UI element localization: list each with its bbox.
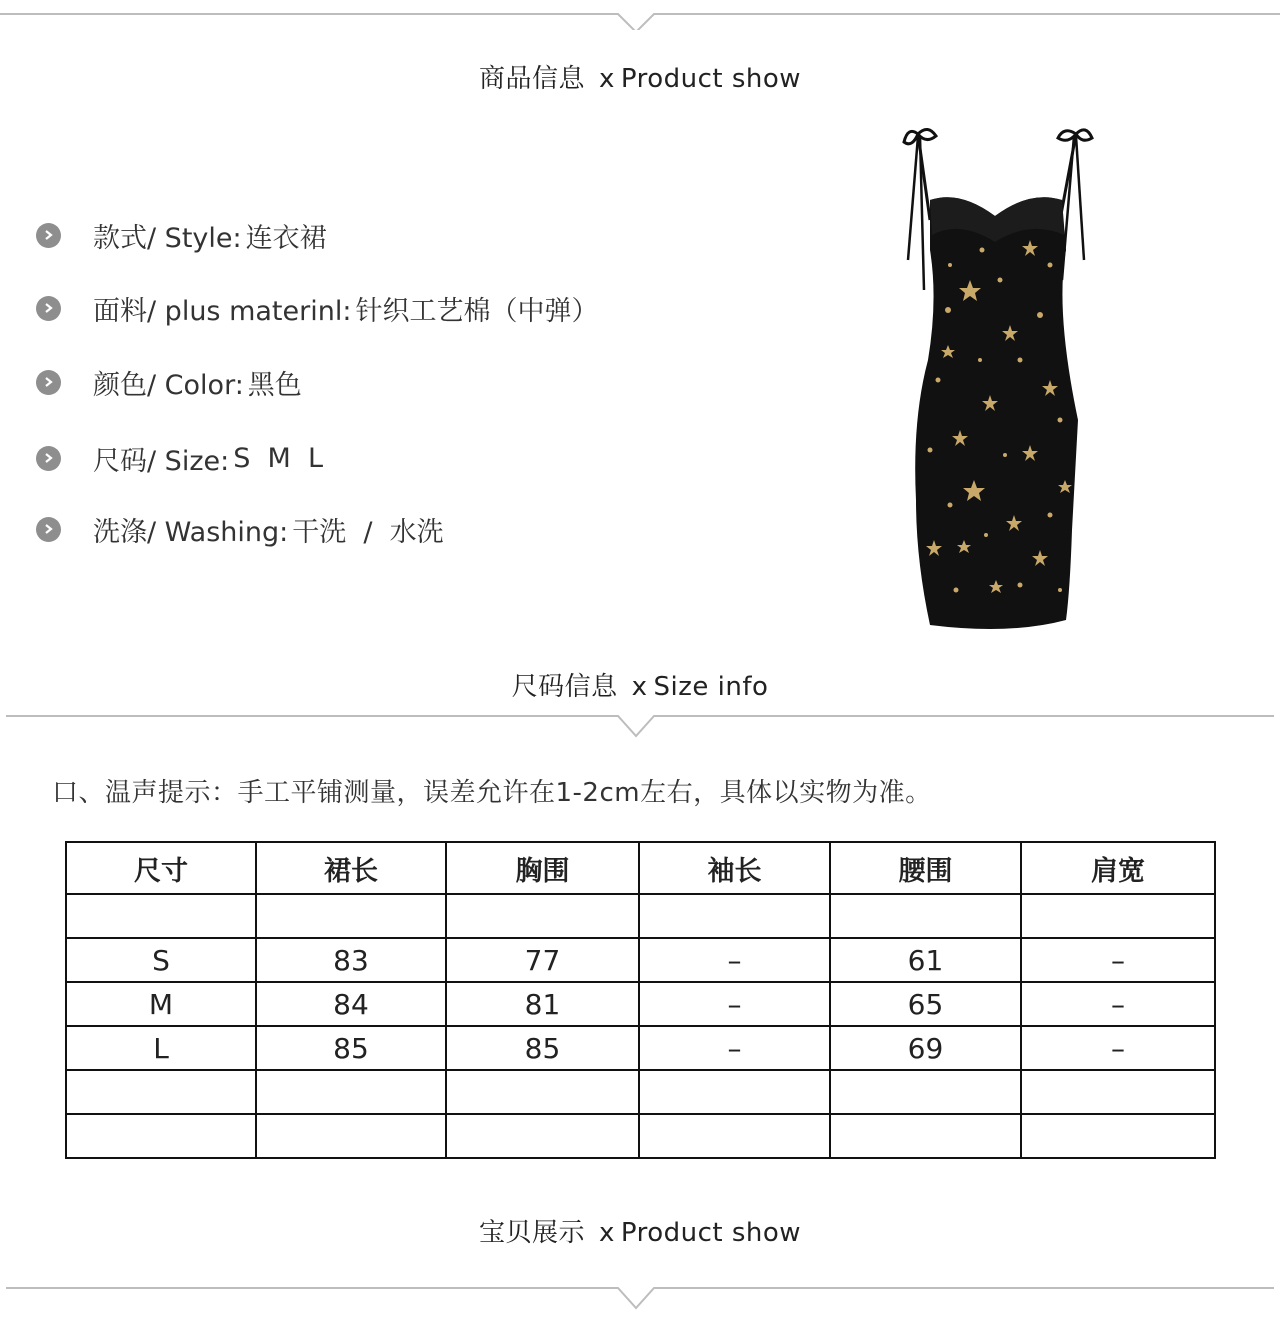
table-cell [256, 894, 446, 938]
table-cell: – [1021, 1026, 1215, 1070]
size-info-title-cn: 尺码信息 [511, 672, 618, 702]
table-cell [639, 1114, 830, 1158]
table-cell: S [66, 938, 256, 982]
table-cell: 81 [446, 982, 639, 1026]
table-header: 肩宽 [1021, 842, 1215, 894]
spec-row-material [36, 290, 598, 326]
table-cell: – [1021, 982, 1215, 1026]
spec-row-washing [36, 511, 444, 547]
table-cell [830, 894, 1021, 938]
chevron-right-icon [36, 517, 61, 542]
gallery-title-en: Product show [620, 1218, 802, 1248]
table-cell [446, 1114, 639, 1158]
table-cell: L [66, 1026, 256, 1070]
table-cell: M [66, 982, 256, 1026]
chevron-right-icon [36, 446, 61, 471]
table-cell [1021, 1070, 1215, 1114]
size-info-title-en: Size info [653, 672, 769, 702]
spec-label: 洗涤/ Washing: [93, 516, 289, 548]
table-row [66, 1114, 1215, 1158]
table-header: 腰围 [830, 842, 1021, 894]
size-info-title-x: x [631, 672, 648, 702]
spec-value: S M L [233, 442, 324, 474]
table-header: 胸围 [446, 842, 639, 894]
product-image-dress [890, 120, 1110, 640]
table-cell: 69 [830, 1026, 1021, 1070]
spec-value: 连衣裙 [245, 222, 327, 254]
table-row [66, 1026, 1215, 1070]
table-cell [830, 1070, 1021, 1114]
gallery-title-x: x [598, 1218, 615, 1248]
table-cell: 85 [256, 1026, 446, 1070]
table-cell [66, 1114, 256, 1158]
table-header: 袖长 [639, 842, 830, 894]
table-cell [639, 1070, 830, 1114]
spec-row-color [36, 364, 302, 400]
spec-value: 黑色 [247, 369, 302, 401]
spec-row-size [36, 440, 323, 476]
table-cell [1021, 894, 1215, 938]
table-cell: – [639, 938, 830, 982]
table-cell [830, 1114, 1021, 1158]
table-row [66, 938, 1215, 982]
measurement-note: 口、温声提示：手工平铺测量，误差允许在1-2cm左右，具体以实物为准。 [52, 778, 932, 808]
middle-divider [0, 704, 1280, 734]
product-info-title-x: x [598, 64, 615, 94]
product-info-title-en: Product show [620, 64, 802, 94]
spec-value: 干洗 / 水洗 [292, 516, 444, 548]
spec-value: 针织工艺棉（中弹） [355, 295, 599, 327]
table-cell: – [639, 982, 830, 1026]
table-cell: 77 [446, 938, 639, 982]
top-divider [0, 0, 1280, 30]
table-cell: 83 [256, 938, 446, 982]
chevron-right-icon [36, 370, 61, 395]
table-header-row [66, 842, 1215, 894]
chevron-right-icon [36, 223, 61, 248]
table-cell [66, 1070, 256, 1114]
table-row [66, 1070, 1215, 1114]
table-row [66, 894, 1215, 938]
table-cell [446, 894, 639, 938]
table-cell: – [1021, 938, 1215, 982]
table-cell: 85 [446, 1026, 639, 1070]
spec-label: 面料/ plus materinl: [93, 295, 352, 327]
table-cell [256, 1070, 446, 1114]
table-cell [1021, 1114, 1215, 1158]
spec-label: 尺码/ Size: [93, 445, 230, 477]
spec-label: 款式/ Style: [93, 222, 242, 254]
table-cell: 65 [830, 982, 1021, 1026]
product-info-title [0, 58, 1280, 95]
spec-label: 颜色/ Color: [93, 369, 244, 401]
gallery-title-cn: 宝贝展示 [478, 1218, 585, 1248]
table-cell [66, 894, 256, 938]
table-cell: 84 [256, 982, 446, 1026]
bottom-divider [0, 1276, 1280, 1306]
table-header: 尺寸 [66, 842, 256, 894]
table-cell [256, 1114, 446, 1158]
gallery-title [0, 1212, 1280, 1249]
product-info-title-cn: 商品信息 [478, 64, 585, 94]
table-cell: 61 [830, 938, 1021, 982]
size-info-title [0, 666, 1280, 703]
table-cell: – [639, 1026, 830, 1070]
spec-row-style [36, 217, 327, 253]
table-header: 裙长 [256, 842, 446, 894]
table-row [66, 982, 1215, 1026]
chevron-right-icon [36, 296, 61, 321]
table-cell [639, 894, 830, 938]
table-cell [446, 1070, 639, 1114]
size-table [65, 841, 1216, 1159]
